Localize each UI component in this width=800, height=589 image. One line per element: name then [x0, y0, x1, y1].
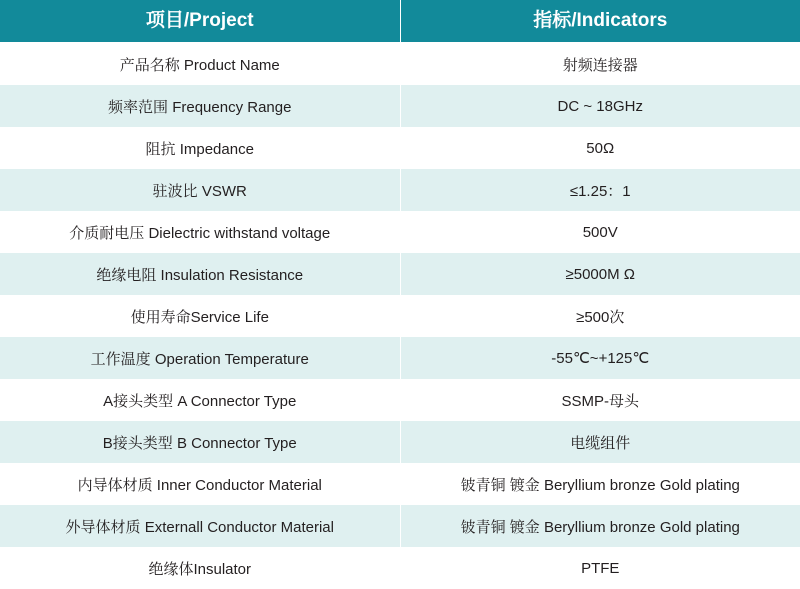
cell-indicator: 铍青铜 镀金 Beryllium bronze Gold plating — [400, 463, 800, 505]
cell-indicator: 500V — [400, 211, 800, 253]
cell-project: 工作温度 Operation Temperature — [0, 337, 400, 379]
cell-indicator: ≥5000M Ω — [400, 253, 800, 295]
cell-project: 阻抗 Impedance — [0, 127, 400, 169]
cell-indicator: PTFE — [400, 547, 800, 589]
table-row — [0, 379, 800, 421]
cell-project: 介质耐电压 Dielectric withstand voltage — [0, 211, 400, 253]
table-row — [0, 127, 800, 169]
cell-project: 使用寿命Service Life — [0, 295, 400, 337]
cell-indicator: ≥500次 — [400, 295, 800, 337]
table-row — [0, 211, 800, 253]
cell-indicator: 铍青铜 镀金 Beryllium bronze Gold plating — [400, 505, 800, 547]
table-row — [0, 421, 800, 463]
table-header-row — [0, 0, 800, 43]
cell-indicator: 50Ω — [400, 127, 800, 169]
column-header-project: 项目/Project — [0, 0, 400, 43]
table-row — [0, 337, 800, 379]
cell-project: A接头类型 A Connector Type — [0, 379, 400, 421]
table-row — [0, 85, 800, 127]
cell-indicator: SSMP-母头 — [400, 379, 800, 421]
cell-indicator: 射频连接器 — [400, 43, 800, 86]
table-row — [0, 547, 800, 589]
table-row — [0, 463, 800, 505]
cell-indicator: ≤1.25：1 — [400, 169, 800, 211]
table-header — [0, 0, 800, 43]
cell-project: 绝缘体Insulator — [0, 547, 400, 589]
cell-project: 内导体材质 Inner Conductor Material — [0, 463, 400, 505]
table-body — [0, 43, 800, 589]
table-row — [0, 169, 800, 211]
cell-project: 绝缘电阻 Insulation Resistance — [0, 253, 400, 295]
cell-indicator: 电缆组件 — [400, 421, 800, 463]
cell-project: 驻波比 VSWR — [0, 169, 400, 211]
cell-project: 外导体材质 Externall Conductor Material — [0, 505, 400, 547]
column-header-indicators: 指标/Indicators — [400, 0, 800, 43]
cell-project: 产品名称 Product Name — [0, 43, 400, 86]
cell-indicator: -55℃~+125℃ — [400, 337, 800, 379]
cell-project: B接头类型 B Connector Type — [0, 421, 400, 463]
cell-project: 频率范围 Frequency Range — [0, 85, 400, 127]
table-row — [0, 505, 800, 547]
table-row — [0, 295, 800, 337]
table-row — [0, 43, 800, 86]
cell-indicator: DC ~ 18GHz — [400, 85, 800, 127]
table-row — [0, 253, 800, 295]
